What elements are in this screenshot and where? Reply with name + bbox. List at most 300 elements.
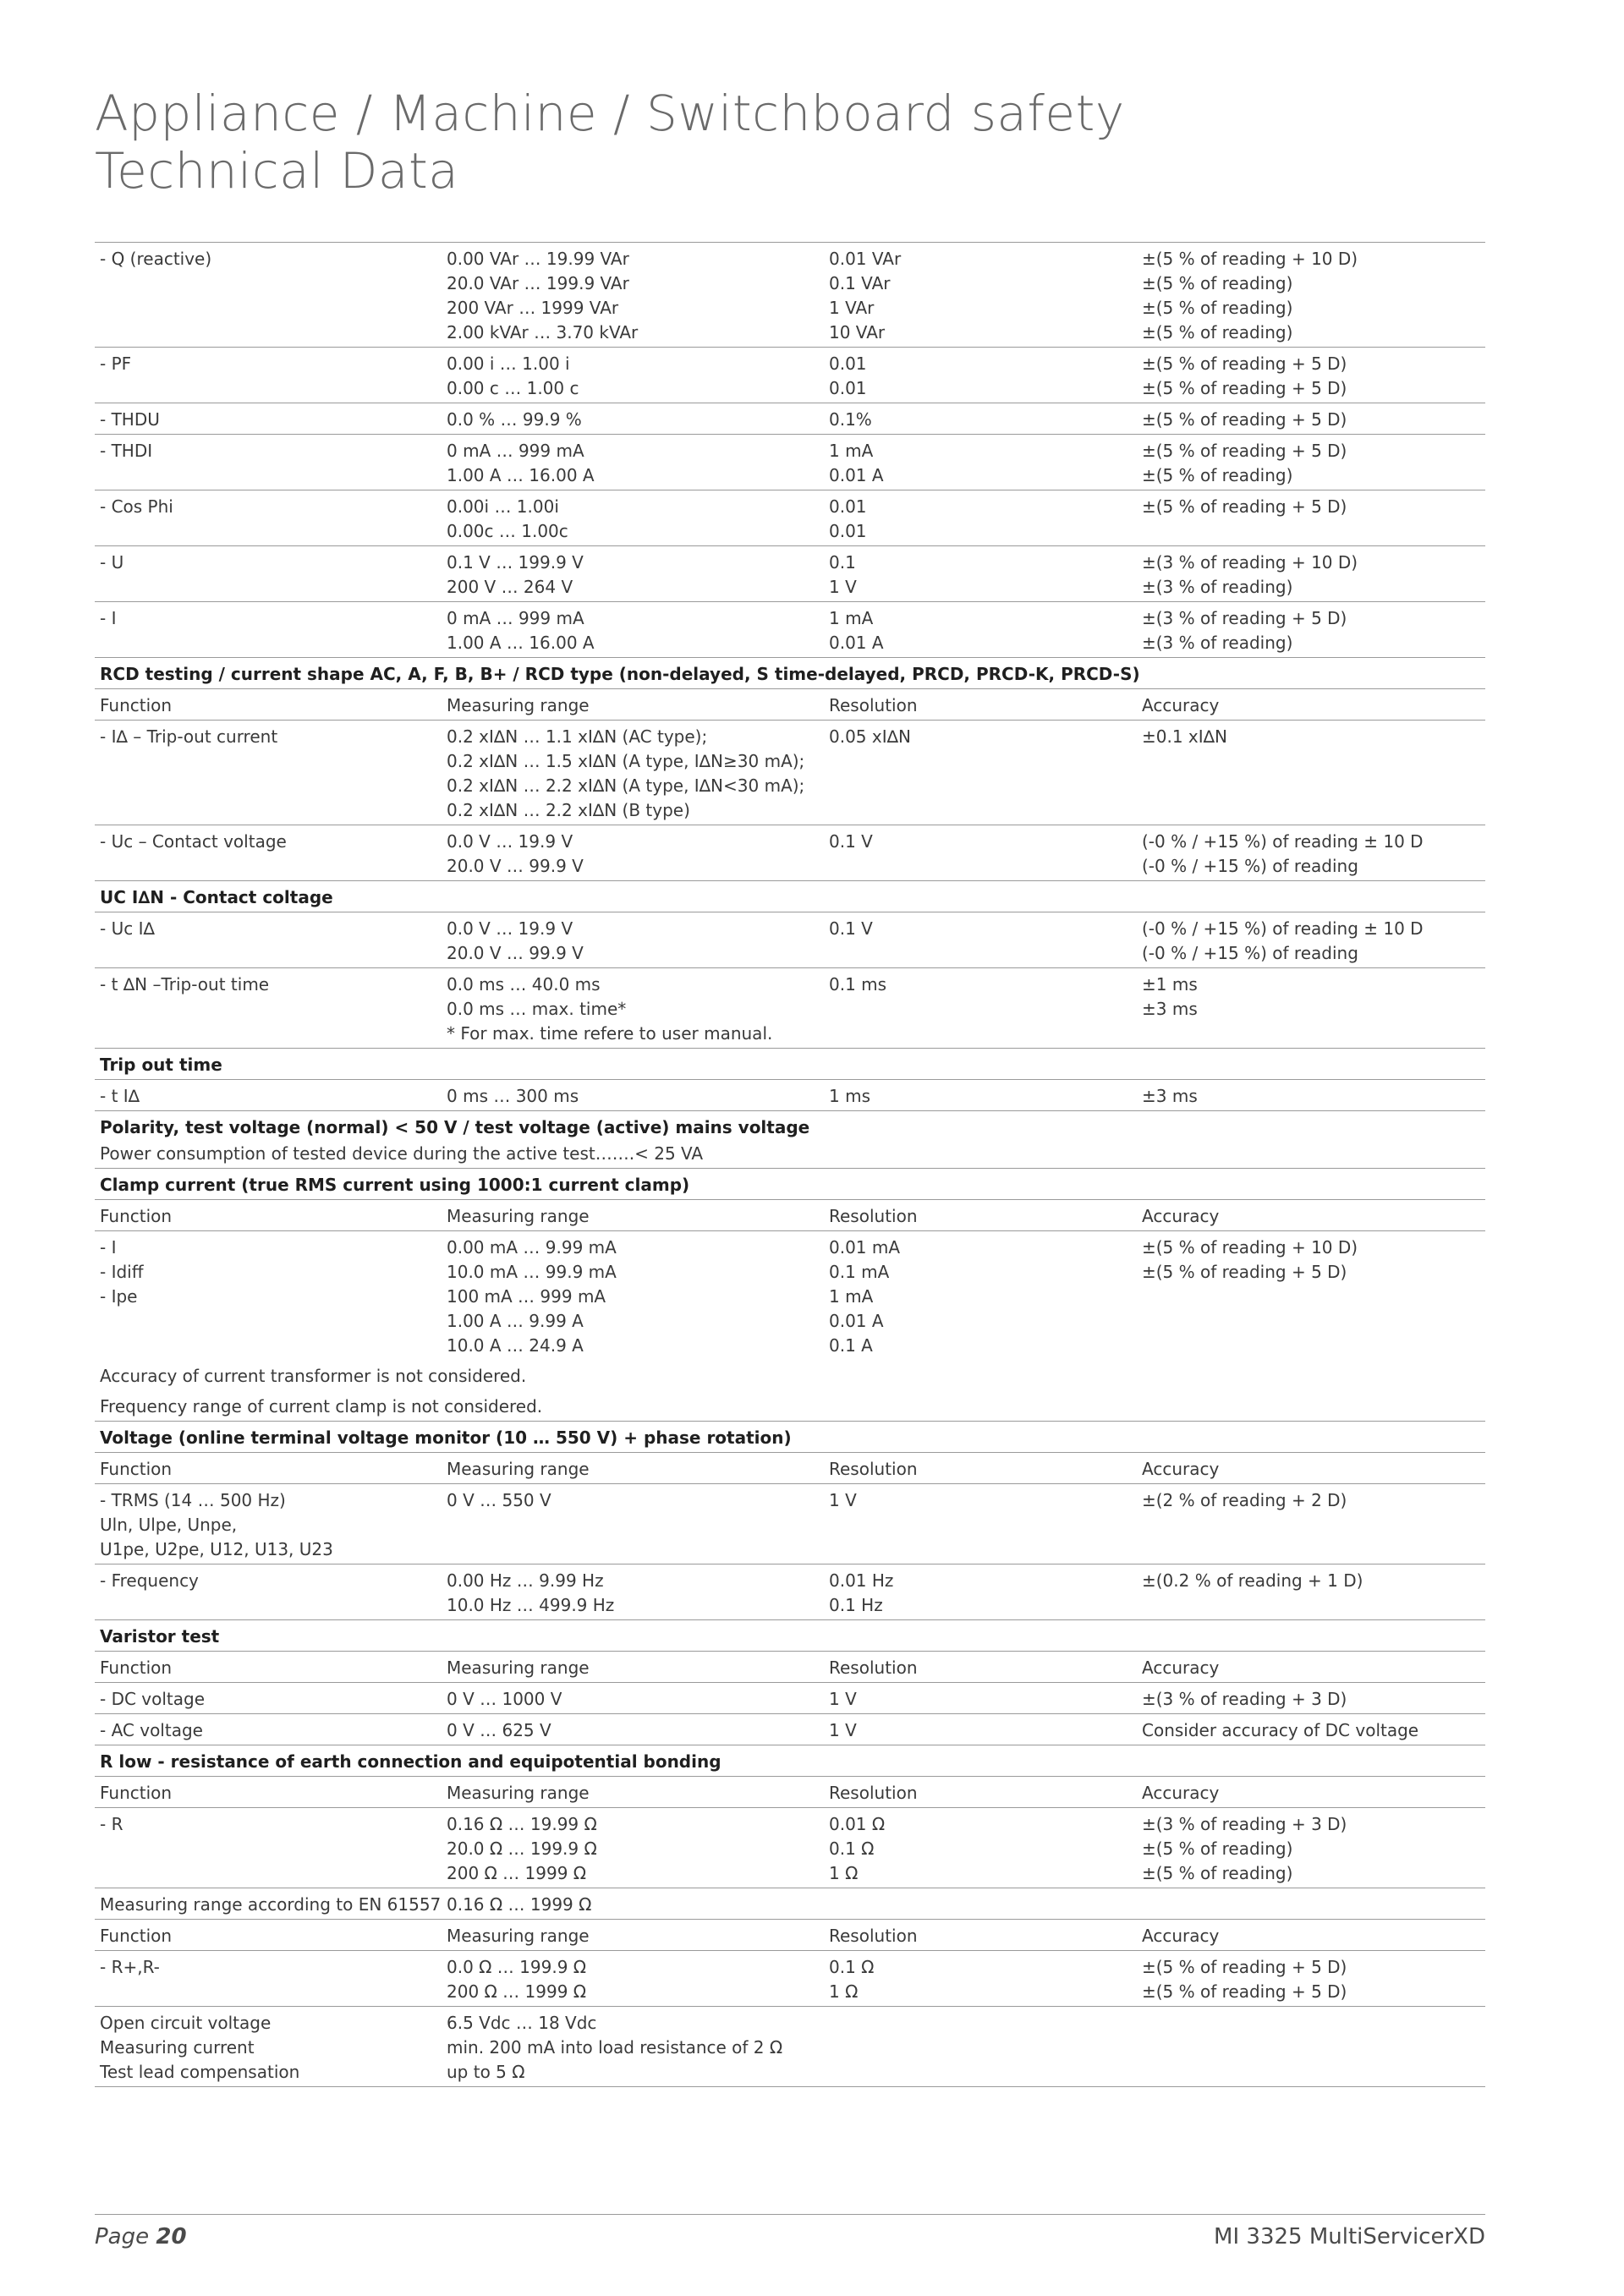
table-row	[95, 689, 1485, 721]
cell-line: - DC voltage	[100, 1689, 206, 1709]
table-cell	[442, 825, 824, 881]
table-row	[95, 721, 1485, 825]
table-cell	[442, 1808, 824, 1888]
cell-line: ±(3 % of reading + 5 D)	[1142, 608, 1347, 628]
cell-line: - Uc I∆	[100, 918, 155, 939]
section-heading: RCD testing / current shape AC, A, F, B, B+ / RCD type (non-delayed, S time-delayed, PRCD, PRCD-K, PRCD-S)	[95, 658, 1485, 689]
cell-line: Resolution	[829, 1926, 918, 1946]
cell-line: ±(5 % of reading)	[1142, 1838, 1293, 1859]
cell-line: 10.0 Hz … 499.9 Hz	[447, 1595, 615, 1615]
table-cell	[824, 1652, 1137, 1683]
cell-line: 200 Ω … 1999 Ω	[447, 1981, 587, 2002]
table-cell	[1137, 602, 1485, 658]
table-cell	[95, 1231, 442, 1361]
table-cell	[95, 1888, 442, 1920]
table-cell	[95, 403, 442, 435]
cell-line: 1 ms	[829, 1086, 870, 1106]
cell-line: (-0 % / +15 %) of reading ± 10 D	[1142, 918, 1424, 939]
table-cell	[1137, 689, 1485, 721]
cell-line: Function	[100, 1926, 173, 1946]
section-heading-row	[95, 1169, 1485, 1200]
footer-divider	[95, 2214, 1485, 2215]
cell-line: 0.0 ms … 40.0 ms	[447, 974, 601, 995]
cell-line: ±(5 % of reading + 10 D)	[1142, 1237, 1358, 1258]
cell-line: 200 V … 264 V	[447, 577, 573, 597]
cell-line: ±(2 % of reading + 2 D)	[1142, 1490, 1347, 1510]
section-heading: Polarity, test voltage (normal) < 50 V / test voltage (active) mains voltage	[95, 1111, 1485, 1143]
table-cell	[824, 403, 1137, 435]
table-row	[95, 1080, 1485, 1111]
cell-line: 0.1 V … 199.9 V	[447, 552, 584, 573]
cell-line: 0.01 Hz	[829, 1570, 894, 1591]
cell-line: 0.00c … 1.00c	[447, 521, 568, 541]
table-cell	[1137, 1808, 1485, 1888]
table-cell	[442, 403, 824, 435]
table-row	[95, 2007, 1485, 2087]
page-number-value: 20	[156, 2224, 187, 2249]
table-row	[95, 435, 1485, 490]
page-label: Page	[95, 2224, 150, 2249]
table-cell	[824, 348, 1137, 403]
cell-line: 0.05 xI∆N	[829, 726, 911, 747]
table-cell	[824, 912, 1137, 968]
cell-line: Consider accuracy of DC voltage	[1142, 1720, 1419, 1740]
table-cell	[442, 1200, 824, 1231]
section-heading: Clamp current (true RMS current using 1000:1 current clamp)	[95, 1169, 1485, 1200]
cell-line: 0.01 mA	[829, 1237, 901, 1258]
cell-line: Resolution	[829, 1658, 918, 1678]
table-cell	[824, 1714, 1137, 1745]
table-cell	[824, 1777, 1137, 1808]
table-cell	[1137, 1484, 1485, 1564]
section-heading-row	[95, 1620, 1485, 1652]
table-cell	[442, 435, 824, 490]
cell-line: Accuracy	[1142, 1206, 1220, 1226]
page-number	[95, 2224, 187, 2249]
table-cell	[1137, 825, 1485, 881]
cell-line: ±(5 % of reading + 5 D)	[1142, 409, 1347, 430]
page-title-line-1: Appliance / Machine / Switchboard safety	[95, 85, 1125, 142]
cell-line: 0.01	[829, 521, 867, 541]
cell-line: - Cos Phi	[100, 496, 173, 517]
cell-line: Accuracy	[1142, 1658, 1220, 1678]
section-note: Power consumption of tested device during the active test…….< 25 VA	[100, 1143, 704, 1164]
table-cell	[95, 1808, 442, 1888]
section-heading-row	[95, 658, 1485, 689]
cell-line: 0.00 Hz … 9.99 Hz	[447, 1570, 604, 1591]
cell-line: 0 mA … 999 mA	[447, 441, 584, 461]
cell-line: Measuring range	[447, 1206, 590, 1226]
table-cell	[1137, 1652, 1485, 1683]
product-name: MI 3325 MultiServicerXD	[1214, 2224, 1485, 2249]
section-heading-row	[95, 1422, 1485, 1453]
table-cell	[95, 1777, 442, 1808]
cell-line: 0.1 V	[829, 831, 873, 852]
cell-line: 0.0 V … 19.9 V	[447, 918, 573, 939]
table-cell	[95, 243, 442, 348]
cell-line: - I∆ – Trip-out current	[100, 726, 278, 747]
table-cell	[95, 602, 442, 658]
cell-line: - Ipe	[100, 1286, 138, 1307]
cell-line: 0.01	[829, 353, 867, 374]
table-cell	[824, 689, 1137, 721]
table-cell	[442, 243, 824, 348]
cell-line: ±(3 % of reading)	[1142, 633, 1293, 653]
section-heading-row	[95, 1049, 1485, 1080]
section-heading: R low - resistance of earth connection and equipotential bonding	[95, 1745, 1485, 1777]
table-row	[95, 546, 1485, 602]
cell-line: * For max. time refere to user manual.	[447, 1023, 773, 1044]
cell-line: 2.00 kVAr … 3.70 kVAr	[447, 322, 639, 342]
cell-line: 10 VAr	[829, 322, 886, 342]
table-cell	[824, 243, 1137, 348]
cell-line: Accuracy	[1142, 1926, 1220, 1946]
cell-line: ±3 ms	[1142, 1086, 1198, 1106]
cell-line: (-0 % / +15 %) of reading	[1142, 943, 1358, 963]
cell-line: ±(5 % of reading)	[1142, 273, 1293, 293]
cell-line: 0.01	[829, 496, 867, 517]
note-text: Frequency range of current clamp is not considered.	[100, 1396, 543, 1417]
cell-line: 0.00i … 1.00i	[447, 496, 559, 517]
table-cell	[442, 546, 824, 602]
cell-line: 0.1	[829, 552, 856, 573]
cell-line: U1pe, U2pe, U12, U13, U23	[100, 1539, 333, 1559]
cell-line: Accuracy	[1142, 1459, 1220, 1479]
section-note-row	[95, 1142, 1485, 1169]
cell-line: - I	[100, 608, 117, 628]
cell-line: 0 ms … 300 ms	[447, 1086, 579, 1106]
cell-line: 0 V … 625 V	[447, 1720, 551, 1740]
cell-line: ±(3 % of reading + 10 D)	[1142, 552, 1358, 573]
table-cell	[1137, 1951, 1485, 2007]
cell-line: up to 5 Ω	[447, 2062, 525, 2082]
table-cell	[442, 1484, 824, 1564]
cell-line: 0.1 Ω	[829, 1957, 875, 1977]
cell-line: - THDI	[100, 441, 153, 461]
cell-line: ±(5 % of reading)	[1142, 465, 1293, 485]
cell-line: 1.00 A … 16.00 A	[447, 465, 595, 485]
table-cell	[1137, 721, 1485, 825]
section-heading-row	[95, 881, 1485, 912]
table-cell	[95, 1951, 442, 2007]
cell-line: ±(5 % of reading + 5 D)	[1142, 1981, 1347, 2002]
table-cell	[1137, 1080, 1485, 1111]
cell-line: - PF	[100, 353, 132, 374]
cell-line: Measuring range	[447, 1658, 590, 1678]
cell-line: 6.5 Vdc … 18 Vdc	[447, 2013, 597, 2033]
cell-line: 100 mA … 999 mA	[447, 1286, 606, 1307]
table-row	[95, 825, 1485, 881]
note-row	[95, 1360, 1485, 1390]
cell-line: ±(5 % of reading + 5 D)	[1142, 441, 1347, 461]
table-row	[95, 1777, 1485, 1808]
table-row	[95, 1888, 1485, 1920]
cell-line: (-0 % / +15 %) of reading ± 10 D	[1142, 831, 1424, 852]
cell-line: - R+,R-	[100, 1957, 160, 1977]
table-cell	[824, 1080, 1137, 1111]
cell-line: Measuring range	[447, 1926, 590, 1946]
table-cell	[824, 1564, 1137, 1620]
table-cell	[442, 1777, 824, 1808]
cell-line: 0.01 A	[829, 465, 884, 485]
table-cell	[1137, 1683, 1485, 1714]
cell-line: 20.0 V … 99.9 V	[447, 943, 584, 963]
table-cell	[442, 721, 824, 825]
cell-line: 0.1 mA	[829, 1262, 890, 1282]
cell-line: ±(5 % of reading + 5 D)	[1142, 353, 1347, 374]
cell-line: 0.00 c … 1.00 c	[447, 378, 579, 398]
cell-line: - Idiff	[100, 1262, 144, 1282]
cell-line: ±0.1 xI∆N	[1142, 726, 1227, 747]
table-cell	[1137, 1888, 1485, 1920]
table-cell	[95, 912, 442, 968]
section-heading: Varistor test	[95, 1620, 1485, 1652]
table-cell	[1137, 1564, 1485, 1620]
cell-line: 1 mA	[829, 1286, 874, 1307]
table-row	[95, 1920, 1485, 1951]
table-cell	[442, 1080, 824, 1111]
table-cell	[824, 2007, 1137, 2087]
cell-line: - Frequency	[100, 1570, 199, 1591]
table-row	[95, 912, 1485, 968]
table-cell	[95, 1453, 442, 1484]
table-row	[95, 1951, 1485, 2007]
table-row	[95, 602, 1485, 658]
note-text: Accuracy of current transformer is not considered.	[100, 1366, 527, 1386]
table-cell	[1137, 1920, 1485, 1951]
cell-line: Function	[100, 1206, 173, 1226]
cell-line: Uln, Ulpe, Unpe,	[100, 1515, 238, 1535]
cell-line: 0.1 VAr	[829, 273, 891, 293]
table-cell	[442, 1951, 824, 2007]
table-cell	[1137, 2007, 1485, 2087]
cell-line: - U	[100, 552, 124, 573]
cell-line: 0.0 % … 99.9 %	[447, 409, 582, 430]
cell-line: 0.0 Ω … 199.9 Ω	[447, 1957, 587, 1977]
cell-line: Measuring range	[447, 1459, 590, 1479]
cell-line: Function	[100, 1783, 173, 1803]
cell-line: 0.1%	[829, 409, 872, 430]
table-cell	[824, 602, 1137, 658]
table-cell	[442, 1920, 824, 1951]
cell-line: 0 V … 550 V	[447, 1490, 551, 1510]
cell-line: - AC voltage	[100, 1720, 203, 1740]
cell-line: 1 V	[829, 577, 857, 597]
cell-line: 20.0 V … 99.9 V	[447, 856, 584, 876]
cell-line: 0.01	[829, 378, 867, 398]
cell-line: 0.16 Ω … 19.99 Ω	[447, 1814, 597, 1834]
cell-line: (-0 % / +15 %) of reading	[1142, 856, 1358, 876]
table-cell	[1137, 968, 1485, 1049]
cell-line: 200 Ω … 1999 Ω	[447, 1863, 587, 1883]
table-cell	[1137, 1714, 1485, 1745]
cell-line: 0.00 i … 1.00 i	[447, 353, 570, 374]
table-row	[95, 1200, 1485, 1231]
table-cell	[1137, 348, 1485, 403]
table-cell	[95, 1714, 442, 1745]
table-cell	[1137, 243, 1485, 348]
cell-line: 0.01 A	[829, 1311, 884, 1331]
table-cell	[95, 2007, 442, 2087]
cell-line: ±(0.2 % of reading + 1 D)	[1142, 1570, 1363, 1591]
cell-line: ±(3 % of reading + 3 D)	[1142, 1689, 1347, 1709]
cell-line: - I	[100, 1237, 117, 1258]
page-title-line-2: Technical Data	[95, 142, 459, 200]
cell-line: 0.00 mA … 9.99 mA	[447, 1237, 617, 1258]
cell-line: - TRMS (14 … 500 Hz)	[100, 1490, 286, 1510]
table-cell	[442, 602, 824, 658]
cell-line: 0.01 Ω	[829, 1814, 886, 1834]
cell-line: 0.1 Hz	[829, 1595, 883, 1615]
table-cell	[95, 825, 442, 881]
cell-line: ±3 ms	[1142, 999, 1198, 1019]
table-row	[95, 403, 1485, 435]
table-cell	[95, 1484, 442, 1564]
cell-line: ±1 ms	[1142, 974, 1198, 995]
table-cell	[95, 435, 442, 490]
cell-line: 0.16 Ω … 1999 Ω	[447, 1894, 592, 1915]
cell-line: 20.0 VAr … 199.9 VAr	[447, 273, 629, 293]
table-cell	[824, 968, 1137, 1049]
table-cell	[1137, 490, 1485, 546]
cell-line: 0.0 ms … max. time*	[447, 999, 627, 1019]
cell-line: Function	[100, 695, 173, 715]
table-row	[95, 1683, 1485, 1714]
table-cell	[442, 348, 824, 403]
cell-line: Accuracy	[1142, 1783, 1220, 1803]
cell-line: 1 V	[829, 1689, 857, 1709]
cell-line: Resolution	[829, 1783, 918, 1803]
table-cell	[824, 1808, 1137, 1888]
section-heading: UC I∆N - Contact coltage	[95, 881, 1485, 912]
table-cell	[95, 968, 442, 1049]
cell-line: - Uc – Contact voltage	[100, 831, 287, 852]
table-cell	[442, 1683, 824, 1714]
cell-line: Resolution	[829, 695, 918, 715]
cell-line: Function	[100, 1658, 173, 1678]
table-cell	[824, 490, 1137, 546]
cell-line: 1 V	[829, 1720, 857, 1740]
cell-line: 200 VAr … 1999 VAr	[447, 298, 619, 318]
table-cell	[442, 1652, 824, 1683]
cell-line: 0.2 xI∆N … 2.2 xI∆N (A type, I∆N<30 mA);	[447, 775, 805, 796]
cell-line: 0.2 xI∆N … 1.1 xI∆N (AC type);	[447, 726, 708, 747]
cell-line: ±(5 % of reading)	[1142, 298, 1293, 318]
table-cell	[1137, 1200, 1485, 1231]
cell-line: min. 200 mA into load resistance of 2 Ω	[447, 2037, 783, 2058]
table-cell	[95, 689, 442, 721]
table-cell	[824, 1484, 1137, 1564]
table-cell	[95, 490, 442, 546]
page-title	[95, 85, 1125, 200]
table-cell	[95, 1920, 442, 1951]
cell-line: 0 mA … 999 mA	[447, 608, 584, 628]
cell-line: 20.0 Ω … 199.9 Ω	[447, 1838, 597, 1859]
table-cell	[95, 348, 442, 403]
table-row	[95, 243, 1485, 348]
table-cell	[95, 1200, 442, 1231]
cell-line: ±(5 % of reading)	[1142, 1863, 1293, 1883]
table-cell	[442, 2007, 824, 2087]
cell-line: 0.1 Ω	[829, 1838, 875, 1859]
cell-line: 1 Ω	[829, 1981, 859, 2002]
table-row	[95, 1808, 1485, 1888]
cell-line: ±(5 % of reading + 5 D)	[1142, 496, 1347, 517]
table-cell	[1137, 1777, 1485, 1808]
table-cell	[824, 721, 1137, 825]
section-heading: Trip out time	[95, 1049, 1485, 1080]
cell-line: ±(3 % of reading)	[1142, 577, 1293, 597]
cell-line: 0.01 VAr	[829, 249, 902, 269]
table-row	[95, 490, 1485, 546]
table-cell	[824, 435, 1137, 490]
cell-line: - THDU	[100, 409, 160, 430]
cell-line: - R	[100, 1814, 123, 1834]
table-cell	[95, 721, 442, 825]
table-row	[95, 1231, 1485, 1361]
table-cell	[824, 546, 1137, 602]
cell-line: 0 V … 1000 V	[447, 1689, 562, 1709]
table-cell	[824, 1683, 1137, 1714]
table-cell	[442, 1714, 824, 1745]
section-heading: Voltage (online terminal voltage monitor (10 … 550 V) + phase rotation)	[95, 1422, 1485, 1453]
table-cell	[824, 1200, 1137, 1231]
cell-line: 1 VAr	[829, 298, 875, 318]
table-cell	[824, 825, 1137, 881]
table-cell	[442, 1231, 824, 1361]
cell-line: ±(5 % of reading + 5 D)	[1142, 378, 1347, 398]
cell-line: Resolution	[829, 1459, 918, 1479]
cell-line: ±(3 % of reading + 3 D)	[1142, 1814, 1347, 1834]
cell-line: 0.01 A	[829, 633, 884, 653]
cell-line: Resolution	[829, 1206, 918, 1226]
cell-line: Measuring range	[447, 695, 590, 715]
table-cell	[442, 1564, 824, 1620]
table-row	[95, 348, 1485, 403]
table-cell	[442, 1453, 824, 1484]
cell-line: 1 mA	[829, 441, 874, 461]
table-cell	[442, 968, 824, 1049]
cell-line: 0.00 VAr … 19.99 VAr	[447, 249, 629, 269]
table-cell	[95, 1683, 442, 1714]
table-cell	[95, 1652, 442, 1683]
cell-line: Measuring range according to EN 61557	[100, 1894, 442, 1915]
cell-line: 0.1 A	[829, 1335, 873, 1356]
table-cell	[1137, 546, 1485, 602]
cell-line: 1.00 A … 16.00 A	[447, 633, 595, 653]
table-row	[95, 1453, 1485, 1484]
cell-line: ±(5 % of reading + 5 D)	[1142, 1262, 1347, 1282]
cell-line: 10.0 A … 24.9 A	[447, 1335, 584, 1356]
cell-line: 0.2 xI∆N … 2.2 xI∆N (B type)	[447, 800, 690, 820]
table-cell	[442, 912, 824, 968]
cell-line: 0.1 ms	[829, 974, 887, 995]
cell-line: ±(5 % of reading)	[1142, 322, 1293, 342]
cell-line: Function	[100, 1459, 173, 1479]
technical-data-table	[95, 242, 1485, 2087]
cell-line: 1 mA	[829, 608, 874, 628]
cell-line: 1 V	[829, 1490, 857, 1510]
table-cell	[442, 689, 824, 721]
cell-line: ±(5 % of reading + 10 D)	[1142, 249, 1358, 269]
cell-line: - t ∆N –Trip-out time	[100, 974, 270, 995]
table-cell	[824, 1231, 1137, 1361]
cell-line: Measuring current	[100, 2037, 255, 2058]
table-row	[95, 1564, 1485, 1620]
cell-line: - t I∆	[100, 1086, 140, 1106]
cell-line: Accuracy	[1142, 695, 1220, 715]
cell-line: - Q (reactive)	[100, 249, 212, 269]
